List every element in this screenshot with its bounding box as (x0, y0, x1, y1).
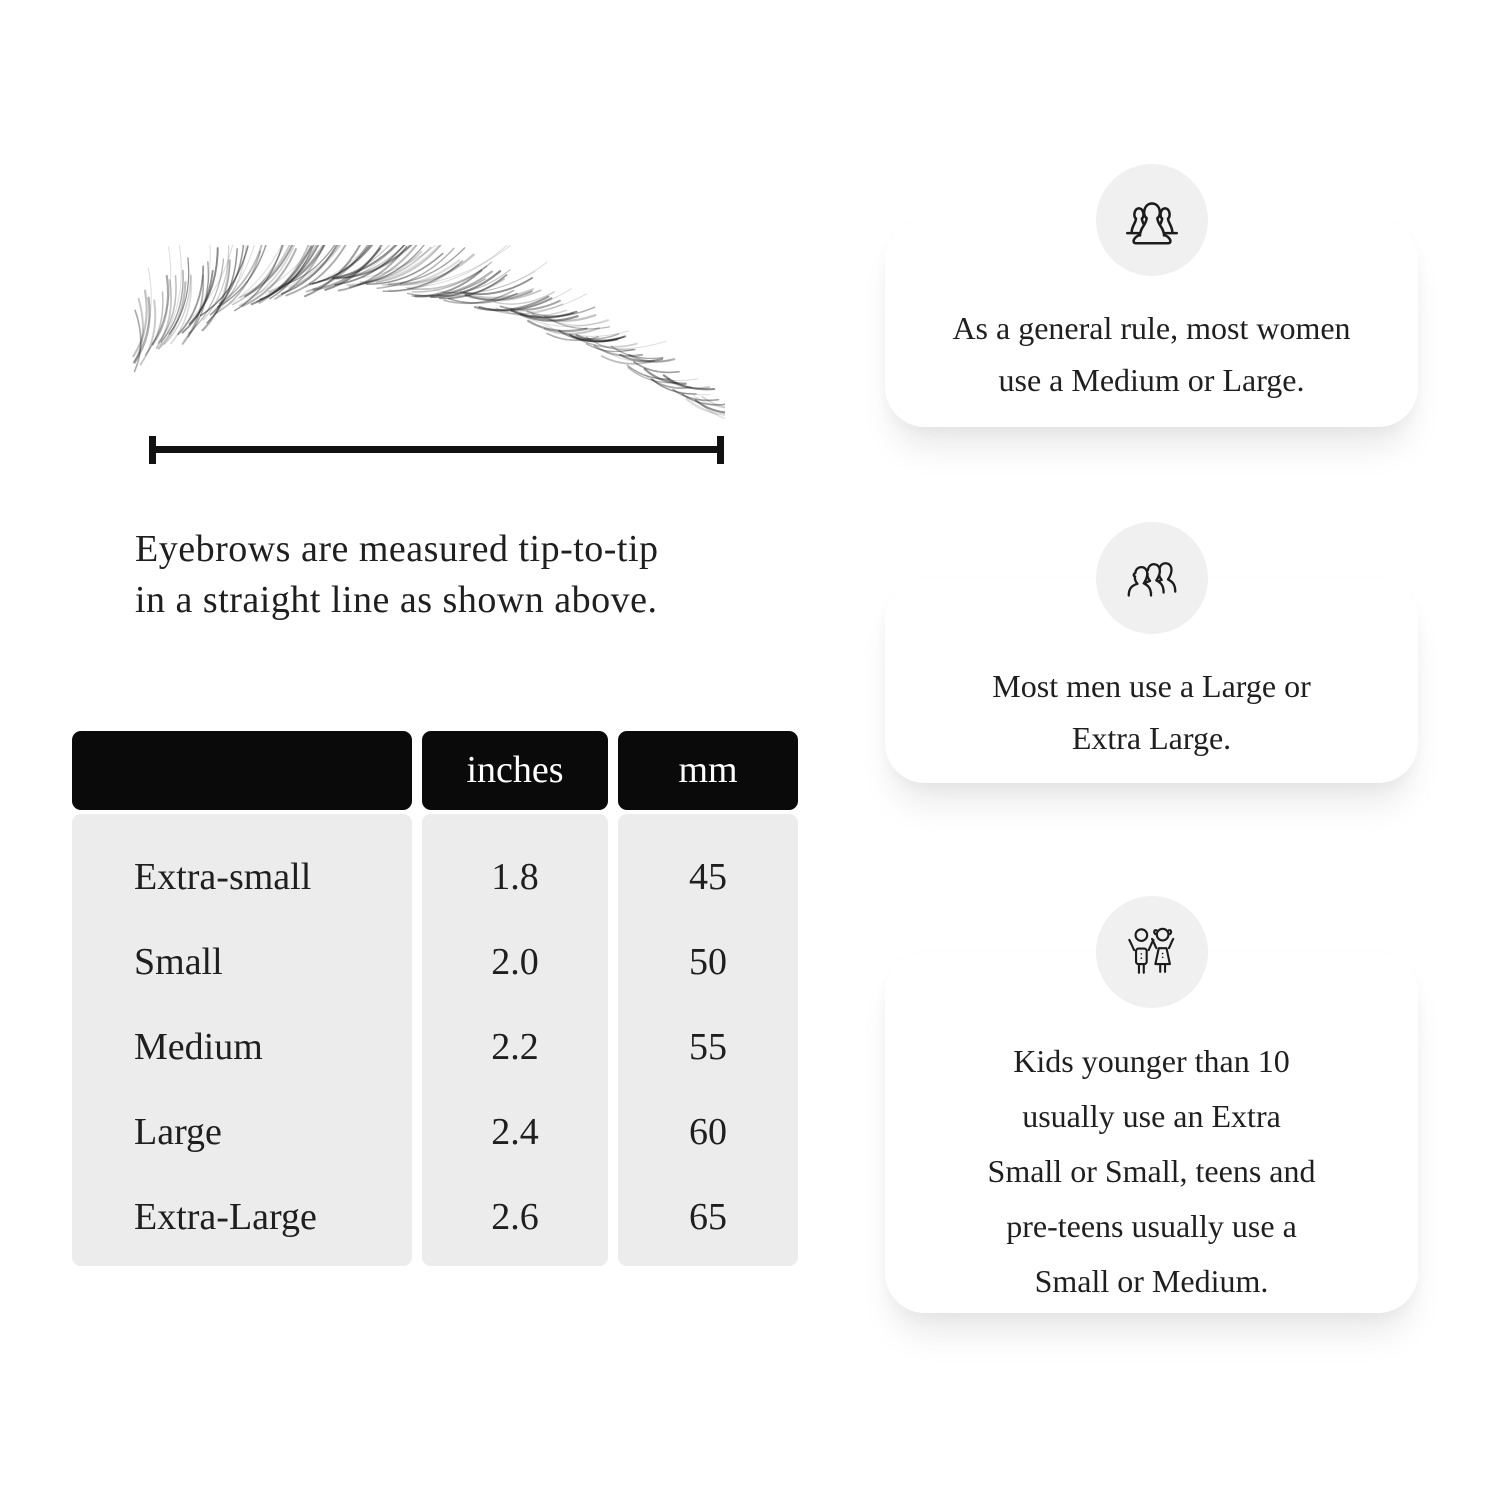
eyebrow-sketch-icon (115, 245, 725, 425)
card-line: Kids younger than 10 (1013, 1043, 1290, 1079)
size-mm: 45 (689, 856, 727, 898)
size-inches: 2.2 (491, 1026, 539, 1068)
info-card-kids (885, 952, 1418, 1313)
info-card-men (885, 578, 1418, 783)
size-label: Extra-small (134, 856, 312, 898)
card-line: pre-teens usually use a (1006, 1208, 1297, 1244)
card-text (885, 302, 1418, 406)
measurement-line (150, 446, 723, 453)
size-inches: 2.6 (491, 1196, 539, 1238)
card-line: Most men use a Large or (992, 668, 1311, 704)
kids-icon (1121, 923, 1183, 981)
table-header-mm: mm (618, 731, 798, 810)
icon-circle (1096, 522, 1208, 634)
card-line: use a Medium or Large. (998, 362, 1305, 398)
measure-tick-left-icon (149, 436, 156, 464)
measure-tick-right-icon (717, 436, 724, 464)
table-header-blank (72, 731, 412, 810)
caption-line-2: in a straight line as shown above. (135, 579, 658, 621)
card-line: usually use an Extra (1022, 1098, 1281, 1134)
size-inches: 1.8 (491, 856, 539, 898)
card-text (885, 1034, 1418, 1309)
size-mm: 60 (689, 1111, 727, 1153)
eyebrow-illustration (115, 245, 725, 425)
card-text (885, 660, 1418, 764)
size-label: Medium (134, 1026, 263, 1068)
size-mm: 50 (689, 941, 727, 983)
size-label: Extra-Large (134, 1196, 317, 1238)
men-group-icon (1121, 550, 1183, 606)
size-label: Large (134, 1111, 222, 1153)
size-mm: 65 (689, 1196, 727, 1238)
table-row (72, 920, 798, 1005)
size-table (72, 731, 798, 1266)
women-group-icon (1121, 192, 1183, 248)
size-inches: 2.4 (491, 1111, 539, 1153)
table-row (72, 835, 798, 920)
card-line: Small or Medium. (1034, 1263, 1269, 1299)
table-header-inches: inches (422, 731, 608, 810)
card-line: As a general rule, most women (952, 310, 1351, 346)
icon-circle (1096, 164, 1208, 276)
table-row (72, 1090, 798, 1175)
size-label: Small (134, 941, 223, 983)
size-inches: 2.0 (491, 941, 539, 983)
table-row (72, 1175, 798, 1260)
card-line: Small or Small, teens and (987, 1153, 1316, 1189)
measurement-caption (135, 524, 659, 626)
caption-line-1: Eyebrows are measured tip-to-tip (135, 528, 659, 570)
table-row (72, 1005, 798, 1090)
icon-circle (1096, 896, 1208, 1008)
card-line: Extra Large. (1071, 720, 1232, 756)
size-mm: 55 (689, 1026, 727, 1068)
info-card-women (885, 220, 1418, 427)
